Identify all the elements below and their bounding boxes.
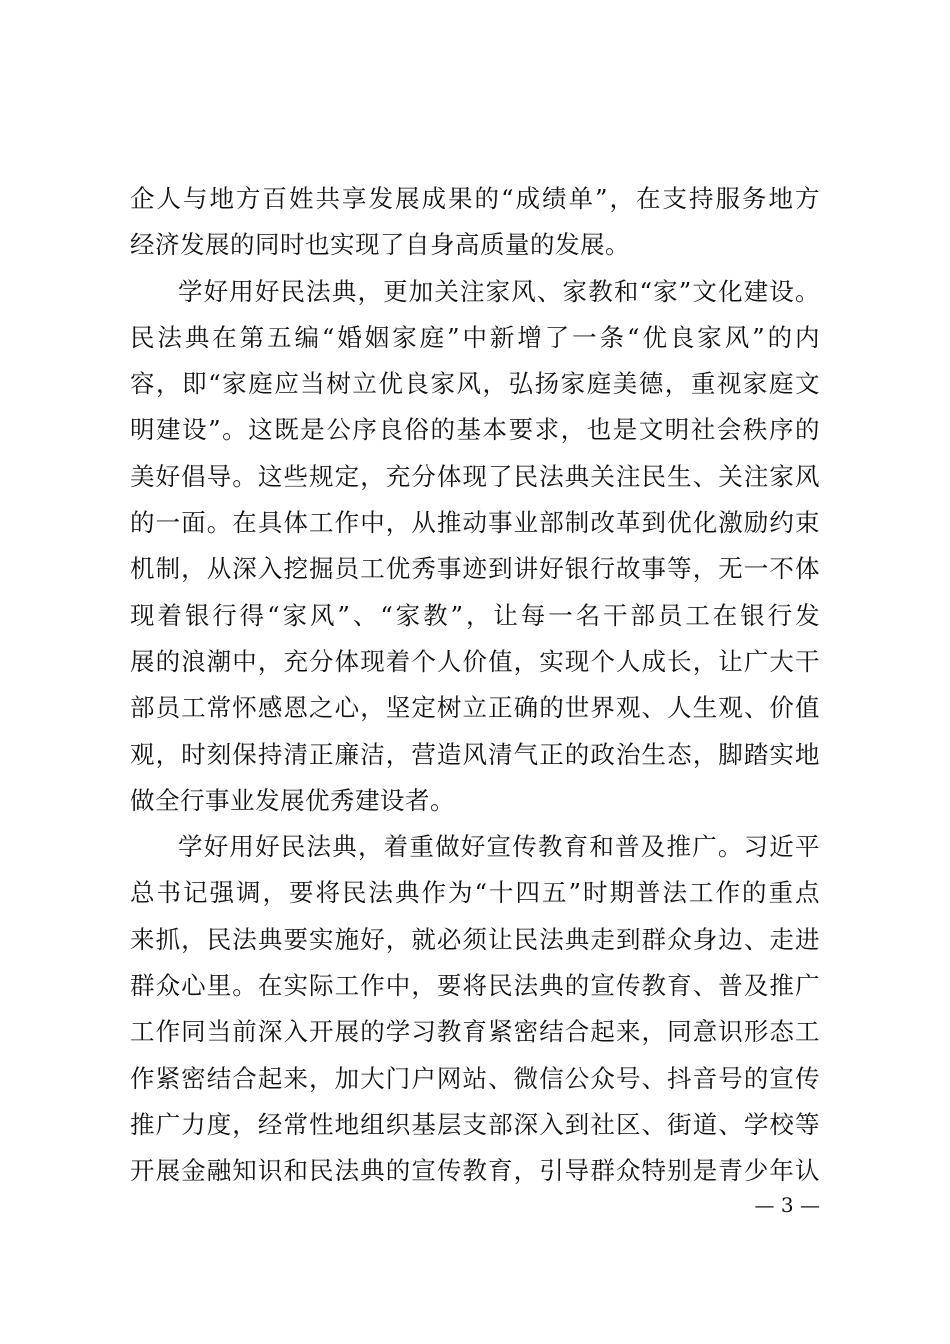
text-line: 容，即“家庭应当树立优良家风，弘扬家庭美德，重视家庭文 (130, 369, 820, 399)
text-line: 开展金融知识和民法典的宣传教育，引导群众特别是青少年认 (130, 1156, 820, 1186)
text-line: 观，时刻保持清正廉洁，营造风清气正的政治生态，脚踏实地 (130, 739, 820, 769)
text-line: 工作同当前深入开展的学习教育紧密结合起来，同意识形态工 (130, 1017, 820, 1047)
text-line: 企人与地方百姓共享发展成果的“成绩单”，在支持服务地方 (130, 184, 820, 213)
text-line: 展的浪潮中，充分体现着个人价值，实现个人成长，让广大干 (130, 646, 820, 676)
text-line: 部员工常怀感恩之心，坚定树立正确的世界观、人生观、价值 (130, 693, 820, 723)
text-line: 美好倡导。这些规定，充分体现了民法典关注民生、关注家风 (130, 461, 820, 491)
paragraph-1 (130, 176, 820, 269)
text-line: 机制，从深入挖掘员工优秀事迹到讲好银行故事等，无一不体 (130, 554, 820, 584)
text-line: 民法典在第五编“婚姻家庭”中新增了一条“优良家风”的内 (130, 322, 820, 352)
text-line: 群众心里。在实际工作中，要将民法典的宣传教育、普及推广 (130, 971, 820, 1001)
text-line: 明建设”。这既是公序良俗的基本要求，也是文明社会秩序的 (130, 415, 820, 445)
text-line: 推广力度，经常性地组织基层支部深入到社区、街道、学校等 (130, 1109, 820, 1139)
text-line: 总书记强调，要将民法典作为“十四五”时期普法工作的重点 (130, 878, 820, 908)
page-number: — 3 — (754, 1193, 820, 1217)
paragraph-2 (130, 269, 820, 825)
text-line: 学好用好民法典，更加关注家风、家教和“家”文化建设。 (178, 276, 820, 306)
text-line: 做全行事业发展优秀建设者。 (130, 785, 455, 815)
text-line: 的一面。在具体工作中，从推动事业部制改革到优化激励约束 (130, 508, 820, 538)
text-line: 作紧密结合起来，加大门户网站、微信公众号、抖音号的宣传 (130, 1063, 820, 1093)
text-line: 来抓，民法典要实施好，就必须让民法典走到群众身边、走进 (130, 924, 820, 954)
text-line: 经济发展的同时也实现了自身高质量的发展。 (130, 230, 630, 260)
body-text (130, 176, 820, 1195)
text-line: 学好用好民法典，着重做好宣传教育和普及推广。习近平 (178, 832, 820, 862)
paragraph-3 (130, 824, 820, 1194)
text-line: 现着银行得“家风”、“家教”，让每一名干部员工在银行发 (130, 600, 820, 630)
